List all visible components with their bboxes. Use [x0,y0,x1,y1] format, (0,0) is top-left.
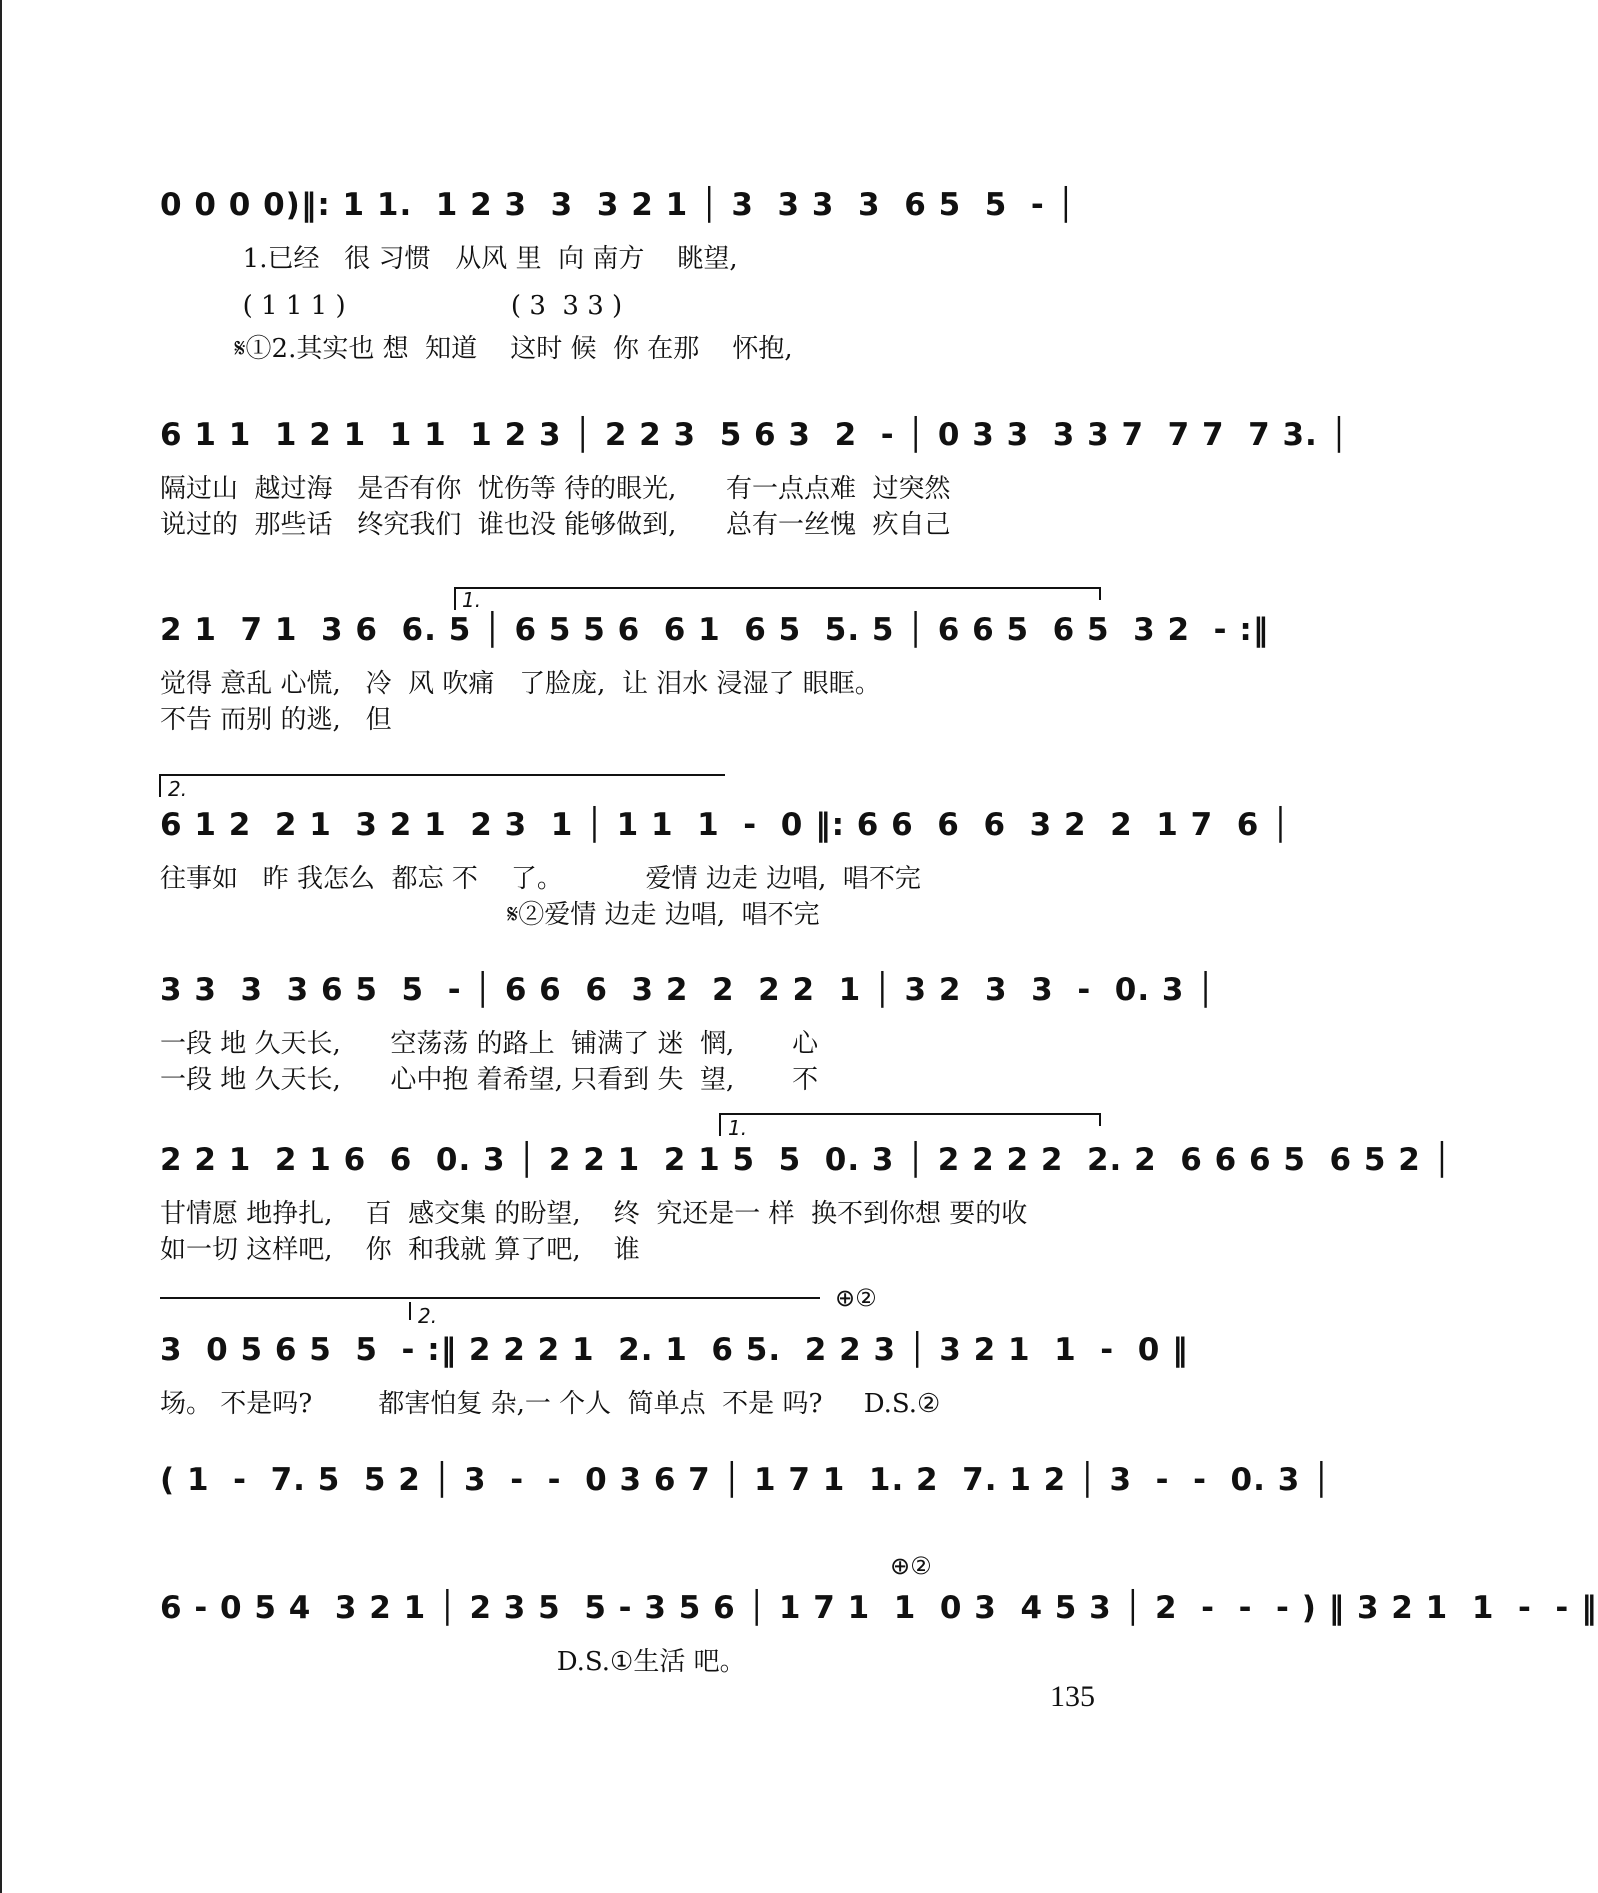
lyric-line: 1.已经 很 习惯 从风 里 向 南方 眺望, [160,244,738,274]
lyric-line: 往事如 昨 我怎么 都忘 不 了。 爱情 边走 边唱, 唱不完 [160,864,921,894]
alt-notation-line: ( 1 1 1 ) ( 3 3 3 ) [160,291,623,321]
notation-line: 3 0 5 6 5 5 - :‖ 2 2 2 1 2. 1 6 5. 2 2 3 │ 3 2 1 1 - 0 ‖ [160,1332,1189,1368]
page-border [0,0,2,1893]
volta-label: 1. [728,1116,748,1140]
lyric-line: 场。 不是吗? 都害怕复 杂,一 个人 简单点 不是 吗? D.S.② [160,1389,941,1419]
notation-line: 6 - 0 5 4 3 2 1 │ 2 3 5 5 - 3 5 6 │ 1 7 1 1 0 3 4 5 3 │ 2 - - - ) ‖ 3 2 1 1 - - ‖ [160,1590,1598,1626]
lyric-line: 一段 地 久天长, 空荡荡 的路上 铺满了 迷 惘, 心 [160,1029,819,1059]
volta-label: 1. [462,588,482,612]
notation-line: 3 3 3 3 6 5 5 - │ 6 6 6 3 2 2 2 2 1 │ 3 2 3 3 - 0. 3 │ [160,972,1216,1008]
lyric-line: 甘情愿 地挣扎, 百 感交集 的盼望, 终 究还是一 样 换不到你想 要的收 [160,1199,1028,1229]
page-number: 135 [1050,1680,1095,1713]
lyric-line: D.S.①生活 吧。 [160,1647,746,1677]
coda-symbol: ⊕② [835,1284,877,1312]
notation-line: 6 1 2 2 1 3 2 1 2 3 1 │ 1 1 1 - 0 ‖: 6 6 6 6 3 2 2 1 7 6 │ [160,807,1291,843]
lyric-line: 一段 地 久天长, 心中抱 着希望, 只看到 失 望, 不 [160,1065,819,1095]
volta-label: 2. [168,777,188,801]
lyric-line: 隔过山 越过海 是否有你 忧伤等 待的眼光, 有一点点难 过突然 [160,474,951,504]
volta-label: 2. [418,1304,438,1328]
lyric-line: 觉得 意乱 心慌, 冷 风 吹痛 了脸庞, 让 泪水 浸湿了 眼眶。 [160,669,881,699]
notation-line: 6 1 1 1 2 1 1 1 1 2 3 │ 2 2 3 5 6 3 2 - │ 0 3 3 3 3 7 7 7 7 3. │ [160,417,1350,453]
lyric-line: 𝄋①2.其实也 想 知道 这时 候 你 在那 怀抱, [160,334,793,364]
notation-line: 2 2 1 2 1 6 6 0. 3 │ 2 2 1 2 1 5 5 0. 3 │ 2 2 2 2 2. 2 6 6 6 5 6 5 2 │ [160,1142,1453,1178]
notation-line: 0 0 0 0)‖: 1 1. 1 2 3 3 3 2 1 │ 3 3 3 3 6 5 5 - │ [160,187,1077,223]
notation-line: 2 1 7 1 3 6 6. 5 │ 6 5 5 6 6 1 6 5 5. 5 │ 6 6 5 6 5 3 2 - :‖ [160,612,1270,648]
lyric-line: 不告 而别 的逃, 但 [160,705,392,735]
coda-symbol: ⊕② [890,1552,932,1580]
lyric-line: 𝄋②爱情 边走 边唱, 唱不完 [160,900,820,930]
notation-line: ( 1 - 7. 5 5 2 │ 3 - - 0 3 6 7 │ 1 7 1 1. 2 7. 1 2 │ 3 - - 0. 3 │ [160,1462,1332,1498]
lyric-line: 说过的 那些话 终究我们 谁也没 能够做到, 总有一丝愧 疚自己 [160,510,951,540]
lyric-line: 如一切 这样吧, 你 和我就 算了吧, 谁 [160,1235,640,1265]
